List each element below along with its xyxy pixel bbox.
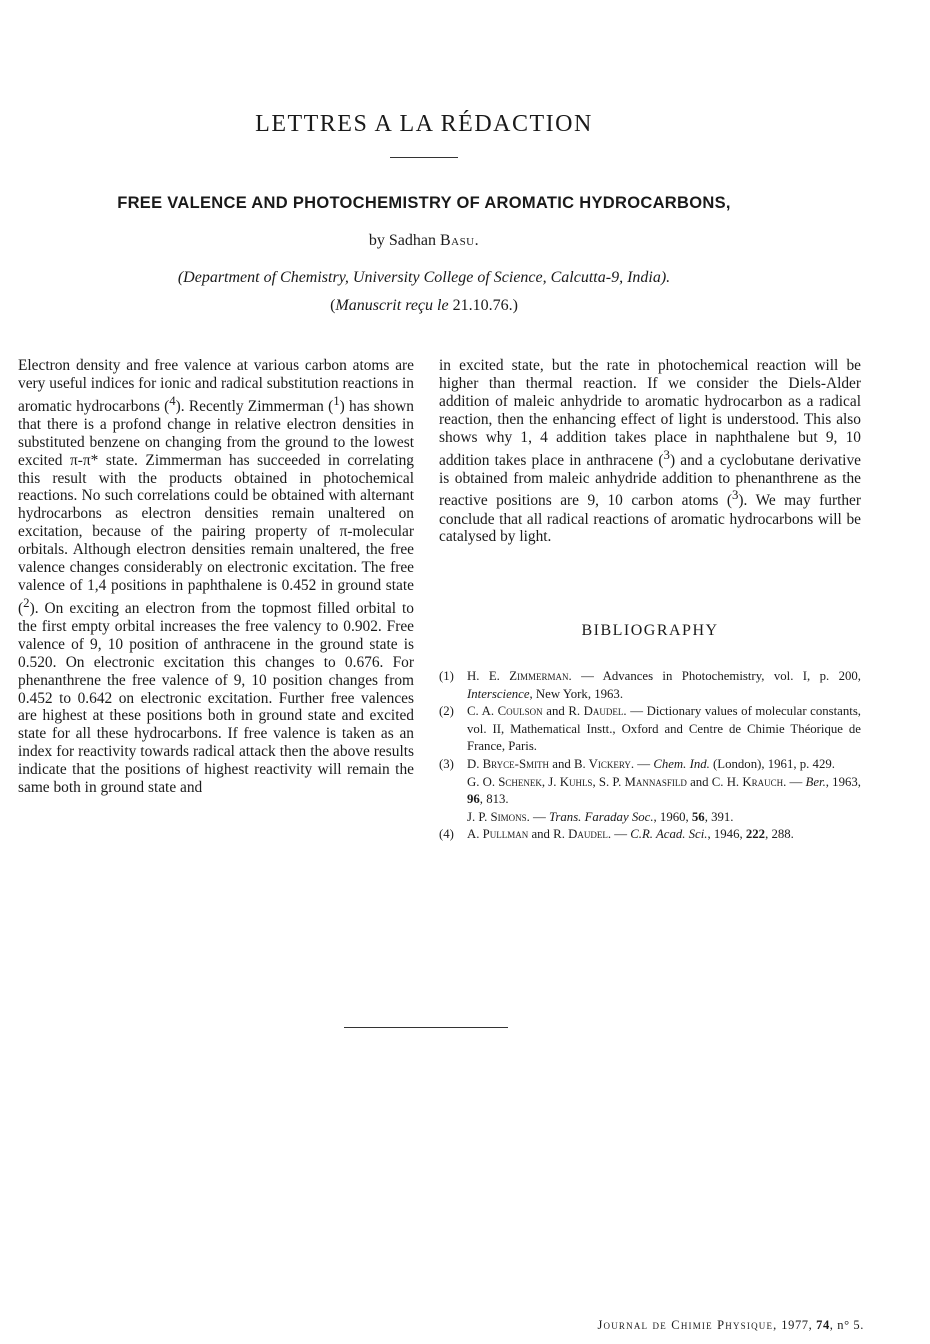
reference-continuation xyxy=(439,809,861,827)
reference-author: B. Vickery. xyxy=(573,756,635,771)
reference-detail: , 391. xyxy=(704,809,734,824)
reference-journal: Chem. Ind. xyxy=(653,756,710,771)
reference-author: R. Daudel. xyxy=(553,827,612,842)
citation-ref: 3 xyxy=(663,447,670,462)
body-text: ). Recently Zimmerman ( xyxy=(175,397,334,415)
received-date: 21.10.76.) xyxy=(452,297,518,314)
reference-item xyxy=(439,756,861,774)
reference-number: (2) xyxy=(439,704,454,719)
body-text: Electron density and free valence at various carbon atoms are very useful indices for ionic and radical substitution reactions in aromatic hydrocarbons ( xyxy=(18,357,414,415)
reference-number: (3) xyxy=(439,756,454,771)
reference-detail: and xyxy=(528,827,554,842)
reference-detail: — xyxy=(786,774,806,789)
affiliation: (Department of Chemistry, University College of Science, Calcutta-9, India). xyxy=(177,269,671,286)
reference-detail: , New York, 1963. xyxy=(529,686,624,701)
body-text: in excited state, but the rate in photochemical reaction will be higher than thermal reaction. If we consider the Diels-Alder addition of maleic anhydride to aromatic hydrocarbon as a radical reaction, then the enhancing effect of light is understood. This also shows why 1, 4 addition takes place in naphthalene but 9, 10 addition takes place in anthracene ( xyxy=(439,357,861,469)
reference-detail: , 813. xyxy=(479,792,509,807)
reference-text xyxy=(467,668,861,703)
body-text: ) has shown that there is a profond change in relative electron densities in substituted benzene on changing from the ground to the lowest excited π-π* state. Zimmerman has succeeded in correlating this result with the products obtained in photochemical reactions. No such correlations could be obtained with alternant hydrocarbons as electron densities remain unaltered on excitation, because of the pairing property of π-molecular orbitals. Although electron densities remain unaltered, the free valence changes considerably on electronic excitation. The free valence of 1,4 positions in paphthalene is 0.452 in ground state ( xyxy=(18,397,414,618)
reference-detail: , 1960, xyxy=(653,809,692,824)
citation-ref: 2 xyxy=(23,595,30,610)
footer-year: 1977, xyxy=(777,1318,817,1332)
page-footer xyxy=(480,1318,864,1333)
received-line xyxy=(0,297,848,315)
reference-detail: — xyxy=(611,827,631,842)
reference-detail: — xyxy=(634,756,654,771)
received-label: Manuscrit reçu le xyxy=(335,297,449,314)
reference-volume: 222 xyxy=(745,827,766,842)
reference-item xyxy=(439,826,861,844)
reference-number: (1) xyxy=(439,669,454,683)
reference-author: G. O. Schenek, J. Kuhls, S. P. Mannasfild xyxy=(467,774,687,789)
reference-detail: , 288. xyxy=(765,827,794,842)
body-text: ). On exciting an electron from the topmost filled orbital to the first empty orbital increases the free valency to 0.902. Free valence of 9, 10 position of anthracene in the ground state is 0.520. On electronic excitation this changes to 0.676. For phenanthrene the free valence of 9, 10 position changes from 0.452 to 0.642 on electronic excitation. Further free valences are highest at these positions both in ground state and excited state for all these hydrocarbons. If free valence is taken as an index for reactivity towards radical attack then the above results indicate that the positions of highest reactivity will remain the same both in ground state and xyxy=(18,600,414,797)
citation-ref: 1 xyxy=(333,393,340,408)
reference-volume: 96 xyxy=(467,792,480,807)
citation-ref: 4 xyxy=(169,393,176,408)
body-column-left xyxy=(18,357,414,797)
reference-detail: , 1963, xyxy=(825,774,861,789)
reference-volume: 56 xyxy=(691,809,705,824)
reference-detail: , 1946, xyxy=(707,827,746,842)
reference-detail: and xyxy=(549,756,574,771)
reference-journal: C.R. Acad. Sci. xyxy=(630,827,708,842)
reference-publisher: Interscience xyxy=(467,686,530,701)
reference-number: (4) xyxy=(439,827,454,842)
heading-rule xyxy=(390,157,458,158)
bibliography-heading: BIBLIOGRAPHY xyxy=(581,622,719,639)
footer-issue: , n° 5. xyxy=(829,1318,864,1332)
footer-volume: 74 xyxy=(816,1318,830,1332)
end-rule xyxy=(344,1027,508,1028)
article-title: FREE VALENCE AND PHOTOCHEMISTRY OF AROMATIC HYDROCARBONS, xyxy=(117,194,731,212)
citation-ref: 3 xyxy=(732,488,739,503)
reference-text xyxy=(467,756,861,774)
reference-author: C. A. Coulson xyxy=(467,704,543,719)
received-open: ( xyxy=(330,297,336,314)
body-text: ). We may further conclude that all radical reactions of aromatic hydrocarbons will be catalysed by light. xyxy=(439,492,861,546)
reference-author: A. Pullman xyxy=(467,827,529,842)
reference-author: H. E. Zimmerman. xyxy=(467,669,572,683)
reference-continuation xyxy=(439,774,861,809)
reference-journal: Trans. Faraday Soc. xyxy=(549,809,654,824)
reference-journal: Ber. xyxy=(805,774,826,789)
reference-detail: — Dictionary values of molecular constants, vol. II, Mathematical Instt., Oxford and Centre de Chimie Théorique de France, Paris. xyxy=(467,704,861,754)
bibliography-list xyxy=(439,668,861,844)
reference-author: D. Bryce-Smith xyxy=(467,756,550,771)
reference-text xyxy=(467,703,861,756)
reference-detail: and xyxy=(686,774,712,789)
reference-author: R. Daudel. xyxy=(568,704,627,719)
body-text: ) and a cyclobutane derivative is obtained from maleic anhydride addition to phenanthrene as the reactive positions are 9, 10 carbon atoms ( xyxy=(439,451,861,510)
body-column-right xyxy=(439,357,861,546)
reference-detail: and xyxy=(542,704,569,719)
reference-detail: (London), 1961, p. 429. xyxy=(709,756,835,771)
reference-author: C. H. Krauch. xyxy=(711,774,787,789)
reference-author: J. P. Simons. xyxy=(467,809,530,824)
reference-item xyxy=(439,668,861,703)
reference-detail: — xyxy=(529,809,549,824)
footer-journal: Journal de Chimie Physique, xyxy=(597,1318,778,1332)
author-surname: Basu. xyxy=(439,232,480,249)
byline-prefix: by Sadhan xyxy=(368,232,436,249)
reference-detail: — Advances in Photochemistry, vol. I, p. 200, xyxy=(571,669,861,683)
reference-text xyxy=(467,826,861,844)
section-heading: LETTRES A LA RÉDACTION xyxy=(255,111,593,137)
byline xyxy=(0,232,848,250)
reference-item xyxy=(439,703,861,756)
